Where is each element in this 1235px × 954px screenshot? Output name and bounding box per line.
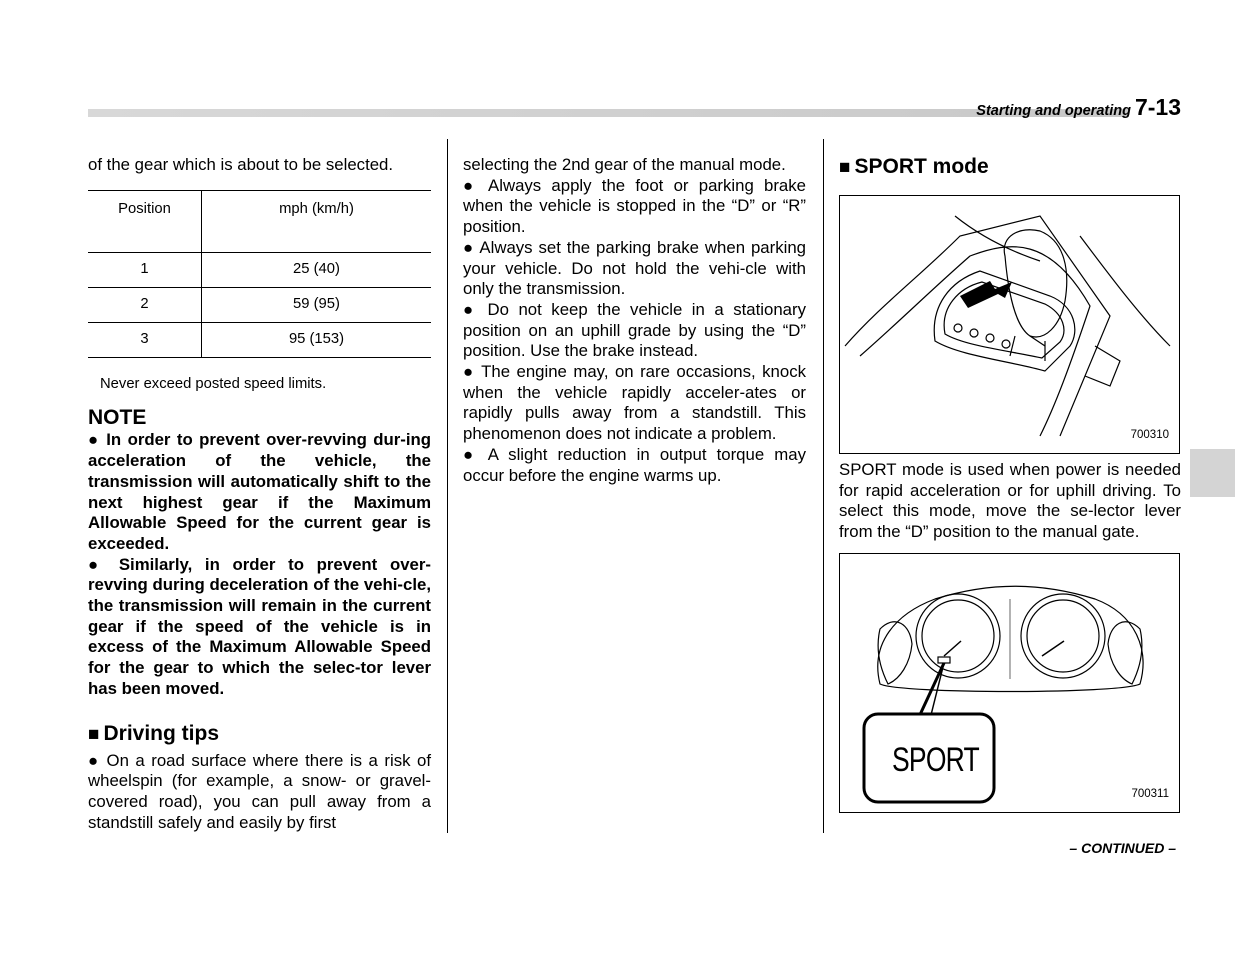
figure-caption: 700311 bbox=[1131, 788, 1169, 801]
selector-lever-illustration bbox=[840, 196, 1179, 453]
table-header: Position bbox=[88, 190, 202, 252]
column-divider bbox=[447, 139, 448, 833]
note-bullet: ● In order to prevent over-revving dur-ing acceleration of the vehicle, the transmission will automatically shift to the next highest gear if the Maximum Allowable Speed for the current gear is exceeded. bbox=[88, 430, 431, 553]
note-title: NOTE bbox=[88, 406, 147, 430]
column-2 bbox=[463, 155, 806, 486]
intro-text: of the gear which is about to be selected. bbox=[88, 155, 394, 174]
bullet-item: ● Always apply the foot or parking brake when the vehicle is stopped in the “D” or “R” position. bbox=[463, 175, 806, 237]
column-divider bbox=[823, 139, 824, 833]
bullet-item: ● Do not keep the vehicle in a stationary position on an uphill grade by using the “D” position. Use the brake instead. bbox=[463, 299, 806, 361]
table-cell: 25 (40) bbox=[293, 261, 340, 278]
table-cell: 3 bbox=[88, 322, 202, 357]
table-row bbox=[88, 287, 431, 322]
chapter-tab bbox=[1190, 449, 1235, 497]
continued-footer: – CONTINUED – bbox=[1069, 840, 1176, 856]
table-cell: 1 bbox=[88, 252, 202, 287]
table-cell: 2 bbox=[88, 287, 202, 322]
figure-caption: 700310 bbox=[1130, 429, 1169, 442]
sport-indicator-label: SPORT bbox=[892, 740, 979, 779]
table-cell: 95 (153) bbox=[288, 331, 345, 348]
table-header-row bbox=[88, 190, 431, 252]
bullet-item: ● A slight reduction in output torque may occur before the engine warms up. bbox=[463, 444, 807, 485]
column-3 bbox=[839, 155, 1181, 813]
continuation-text: selecting the 2nd gear of the manual mode. bbox=[463, 155, 786, 174]
page-number: 7-13 bbox=[1134, 94, 1181, 120]
table-row bbox=[88, 322, 431, 357]
table-header: mph (km/h) bbox=[279, 200, 354, 217]
bullet-item: ● The engine may, on rare occasions, knock when the vehicle rapidly acceler-ates or rapidly pulls away from a standstill. This phenomenon does not indicate a problem. bbox=[463, 362, 806, 444]
instrument-cluster-illustration bbox=[840, 554, 1179, 812]
page-header bbox=[976, 94, 1181, 121]
figure-selector-lever bbox=[839, 195, 1180, 454]
bullet-item: ● On a road surface where there is a risk of wheelspin (for example, a snow- or gravel-covered road), you can pull away from a standstill safely and easily by first bbox=[88, 750, 431, 832]
sport-mode-description: SPORT mode is used when power is needed for rapid acceleration or for uphill driving. To select this mode, move the se-lector lever from the “D” position to the manual gate. bbox=[839, 460, 1181, 542]
square-bullet-icon: ■ bbox=[88, 723, 100, 745]
table-cell: 59 (95) bbox=[293, 296, 340, 313]
figure-instrument-cluster bbox=[839, 553, 1180, 813]
max-speed-table bbox=[88, 190, 431, 358]
section-title: Starting and operating bbox=[976, 103, 1131, 119]
note-bullet: ● Similarly, in order to prevent over-revving during deceleration of the vehi-cle, the transmission will remain in the current gear if the speed of the vehicle is in excess of the Maximum Allowable Speed for the gear to which the selec-tor lever has been moved. bbox=[88, 554, 431, 698]
square-bullet-icon: ■ bbox=[839, 157, 851, 178]
header-bar bbox=[88, 109, 1128, 117]
column-1 bbox=[88, 155, 431, 833]
bullet-item: ● Always set the parking brake when parking your vehicle. Do not hold the vehi-cle with only the transmission. bbox=[463, 237, 806, 299]
table-note: Never exceed posted speed limits. bbox=[100, 375, 327, 392]
section-heading-sport-mode: ■ SPORT mode bbox=[839, 155, 989, 178]
section-heading-driving-tips: ■ Driving tips bbox=[88, 721, 219, 745]
table-row bbox=[88, 252, 431, 287]
